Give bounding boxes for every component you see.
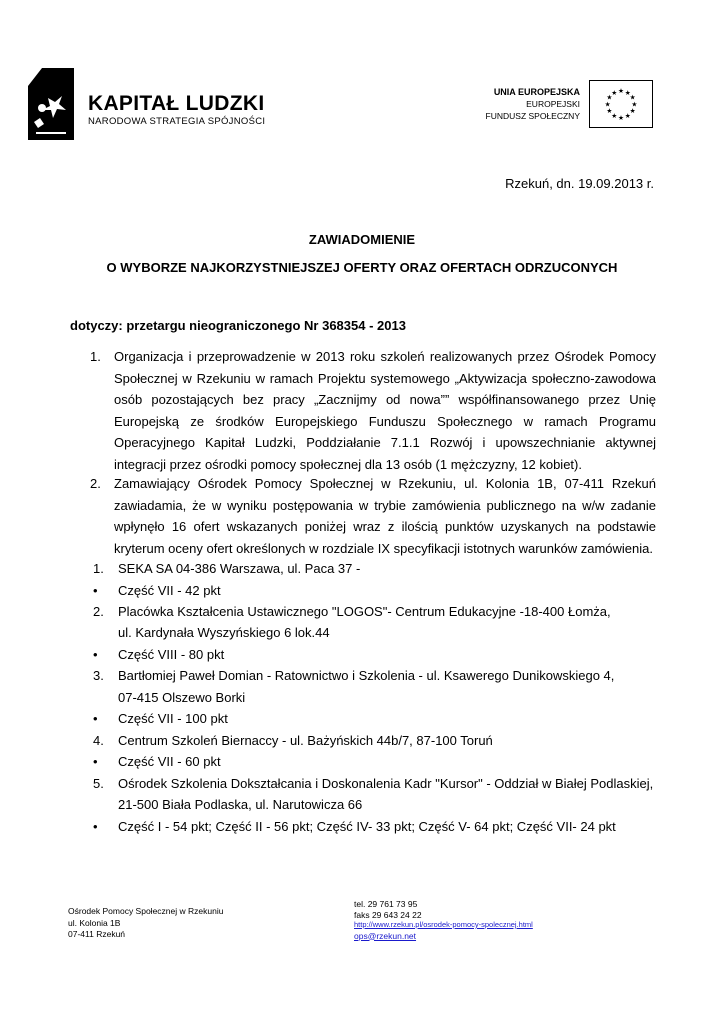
eu-logo-text bbox=[470, 86, 580, 122]
eu-star-icon: ★ bbox=[624, 113, 631, 121]
document-subtitle: O WYBORZE NAJKORZYSTNIEJSZEJ OFERTY ORAZ OFERTACH ODRZUCONYCH bbox=[106, 260, 618, 275]
eu-star-icon: ★ bbox=[611, 113, 618, 121]
offer-line: Część VII - 60 pkt bbox=[118, 754, 221, 769]
eu-star-icon: ★ bbox=[604, 101, 611, 109]
footer-street: ul. Kolonia 1B bbox=[68, 917, 121, 928]
offer-bullet: • bbox=[93, 819, 98, 834]
offer-marker: 5. bbox=[93, 776, 104, 791]
kapital-ludzki-subtitle: NARODOWA STRATEGIA SPÓJNOŚCI bbox=[88, 116, 266, 127]
offer-line: Część VIII - 80 pkt bbox=[118, 647, 225, 662]
offer-line: SEKA SA 04-386 Warszawa, ul. Paca 37 - bbox=[118, 561, 361, 576]
offer-marker: 3. bbox=[93, 668, 104, 683]
offer-line: ul. Kardynała Wyszyńskiego 6 lok.44 bbox=[118, 625, 330, 640]
footer-phone: tel. 29 761 73 95 bbox=[354, 899, 418, 909]
eu-star-icon: ★ bbox=[611, 89, 618, 97]
eu-star-icon: ★ bbox=[618, 87, 624, 95]
offer-marker: 1. bbox=[93, 561, 104, 576]
document-date: Rzekuń, dn. 19.09.2013 r. bbox=[505, 176, 654, 191]
point-1-paragraph: Organizacja i przeprowadzenie w 2013 roku szkoleń realizowanych przez Ośrodek Pomocy Społecznej w Rzekuniu w ramach Projektu systemowego „Aktywizacja społeczno-zawodowa osób pozostających bez pracy „Zacznijmy od nowa”” współfinansowanego przez Unię Europejską ze środków Europejskiego Funduszu Społecznego w ramach Programu Operacyjnego Kapitał Ludzki, Poddziałanie 7.1.1 Rozwój i upowszechnianie aktywnej integracji przez ośrodki pomocy społecznej dla 13 osób (1 mężczyzny, 12 kobiet). bbox=[114, 349, 656, 472]
document-subject: dotyczy: przetargu nieograniczonego Nr 368354 - 2013 bbox=[70, 318, 406, 333]
offer-bullet: • bbox=[93, 647, 98, 662]
kapital-ludzki-emblem-icon bbox=[28, 68, 74, 140]
point-1-number: 1. bbox=[90, 349, 101, 364]
eu-line-3: FUNDUSZ SPOŁECZNY bbox=[485, 111, 580, 121]
eu-star-icon: ★ bbox=[629, 94, 636, 102]
offer-line: Centrum Szkoleń Biernaccy - ul. Bażyńskich 44b/7, 87-100 Toruń bbox=[118, 733, 493, 748]
offer-line: Bartłomiej Paweł Domian - Ratownictwo i Szkolenia - ul. Ksawerego Dunikowskiego 4, bbox=[118, 668, 615, 683]
eu-star-icon: ★ bbox=[606, 108, 613, 116]
offer-line: Część VII - 100 pkt bbox=[118, 711, 228, 726]
offer-line: Placówka Kształcenia Ustawicznego "LOGOS"- Centrum Edukacyjne -18-400 Łomża, bbox=[118, 604, 611, 619]
footer-contact bbox=[354, 899, 533, 941]
footer-fax: faks 29 643 24 22 bbox=[354, 909, 422, 920]
eu-star-icon: ★ bbox=[606, 94, 613, 102]
point-1-text bbox=[114, 346, 656, 475]
offer-marker: 2. bbox=[93, 604, 104, 619]
eu-star-icon: ★ bbox=[624, 89, 631, 97]
footer-org-name: Ośrodek Pomocy Społecznej w Rzekuniu bbox=[68, 906, 224, 916]
offer-bullet: • bbox=[93, 754, 98, 769]
eu-line-2: EUROPEJSKI bbox=[526, 99, 580, 109]
offer-bullet: • bbox=[93, 711, 98, 726]
kapital-ludzki-title: KAPITAŁ LUDZKI bbox=[88, 92, 265, 115]
offer-line: 21-500 Biała Podlaska, ul. Narutowicza 66 bbox=[118, 797, 363, 812]
offer-marker: 4. bbox=[93, 733, 104, 748]
document-title: ZAWIADOMIENIE bbox=[308, 232, 416, 247]
offer-line: Część I - 54 pkt; Część II - 56 pkt; Część IV- 33 pkt; Część V- 64 pkt; Część VII- 24 pkt bbox=[118, 819, 616, 834]
point-2-paragraph: Zamawiający Ośrodek Pomocy Społecznej w Rzekuniu, ul. Kolonia 1B, 07-411 Rzekuń zawiadamia, że w wyniku postępowania w trybie zamówienia publicznego na w/w zadanie wpłynęło 16 ofert wskazanych poniżej wraz z ilością punktów uzyskanych na podstawie kryterum oceny ofert określonych w rozdziale IX specyfikacji istotnych warunków zamówienia. bbox=[114, 476, 656, 556]
offer-line: Ośrodek Szkolenia Dokształcania i Doskonalenia Kadr "Kursor" - Oddział w Białej Podlaskiej, bbox=[118, 776, 654, 791]
offer-line: Część VII - 42 pkt bbox=[118, 583, 221, 598]
eu-star-icon: ★ bbox=[631, 101, 638, 109]
footer-website-link[interactable]: http://www.rzekun.pl/osrodek-pomocy-spolecznej.html bbox=[354, 920, 533, 929]
footer-email-link[interactable]: ops@rzekun.net bbox=[354, 930, 417, 941]
offer-bullet: • bbox=[93, 583, 98, 598]
eu-flag-icon bbox=[589, 80, 653, 128]
offer-line: 07-415 Olszewo Borki bbox=[118, 690, 246, 705]
eu-star-icon: ★ bbox=[629, 108, 636, 116]
footer-address bbox=[68, 906, 223, 941]
eu-star-icon: ★ bbox=[618, 114, 624, 122]
point-2-text bbox=[114, 473, 656, 559]
kapital-ludzki-logo bbox=[28, 68, 288, 140]
eu-line-1: UNIA EUROPEJSKA bbox=[493, 87, 580, 97]
point-2-number: 2. bbox=[90, 476, 101, 491]
footer-city: 07-411 Rzekuń bbox=[68, 929, 126, 939]
